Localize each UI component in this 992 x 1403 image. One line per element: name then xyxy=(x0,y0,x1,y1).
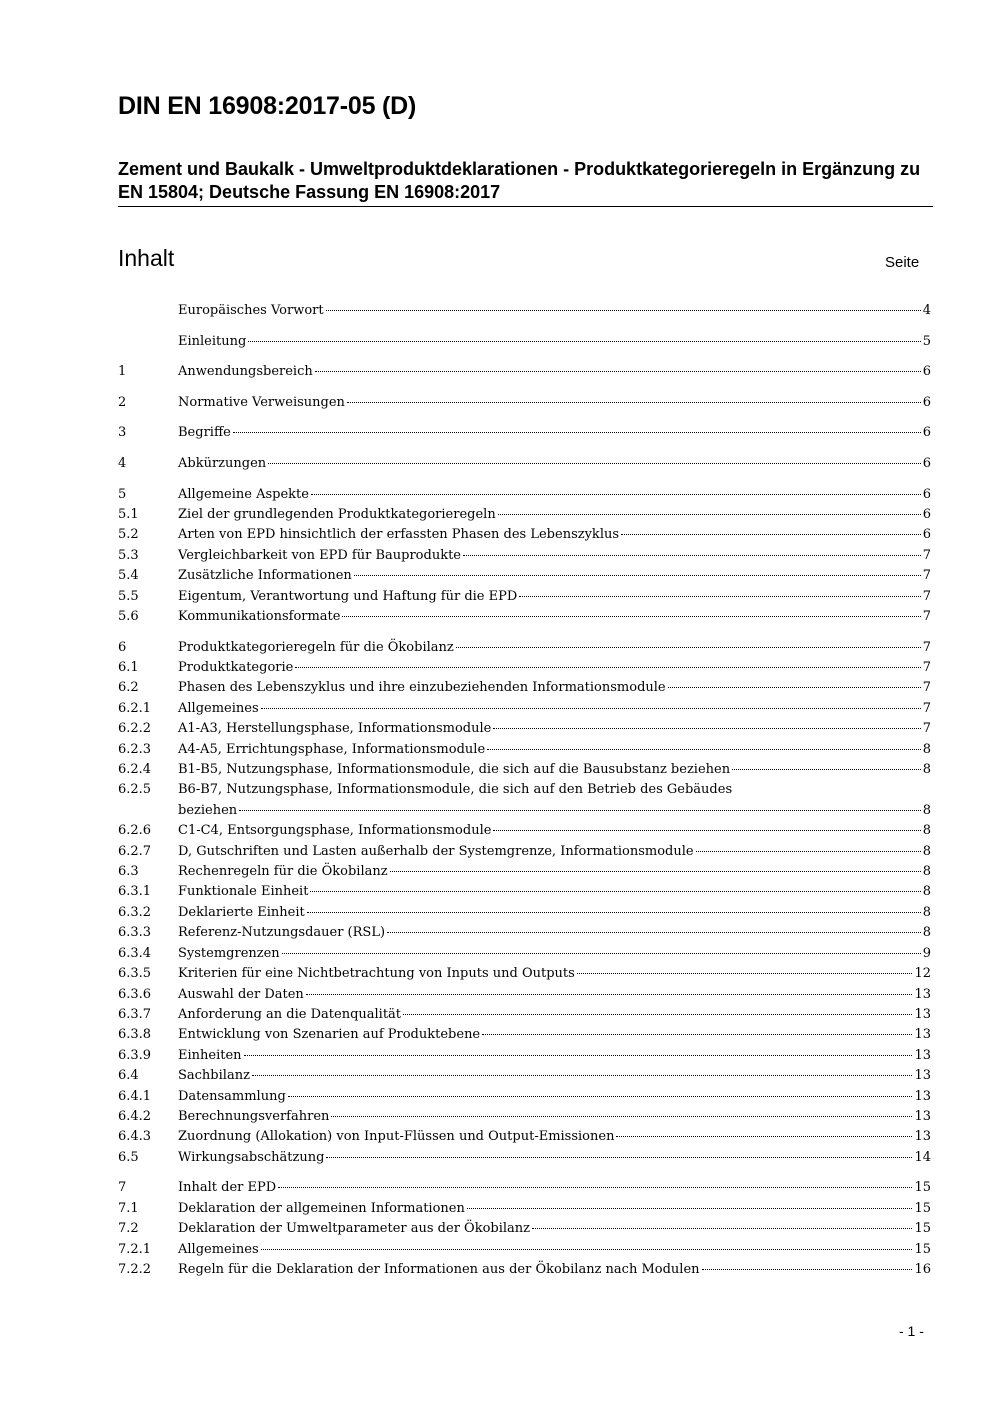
toc-entry-title: Sachbilanz xyxy=(178,1068,250,1084)
toc-entry-number: 1 xyxy=(118,364,127,380)
page-number: - 1 - xyxy=(899,1323,924,1339)
toc-entry-title: Allgemeines xyxy=(178,1241,259,1257)
toc-entry-number: 7 xyxy=(118,1180,127,1196)
toc-dot-leader xyxy=(295,667,920,668)
toc-entry[interactable] xyxy=(118,1087,931,1107)
toc-entry-page: 6 xyxy=(922,506,931,522)
toc-dot-leader xyxy=(493,728,920,729)
toc-entry-number: 5.1 xyxy=(118,506,139,522)
toc-entry[interactable] xyxy=(118,393,931,413)
toc-dot-leader xyxy=(456,647,921,648)
toc-entry-title-continued: beziehen xyxy=(178,802,238,818)
toc-dot-leader xyxy=(331,1116,912,1117)
toc-entry[interactable] xyxy=(118,525,931,545)
toc-entry-page: 13 xyxy=(914,986,931,1002)
toc-dot-leader xyxy=(498,514,921,515)
toc-entry[interactable] xyxy=(118,1148,931,1168)
toc-dot-leader xyxy=(482,1034,912,1035)
toc-dot-leader xyxy=(616,1136,912,1137)
toc-entry-number: 6.3.7 xyxy=(118,1006,152,1022)
toc-entry-title: Funktionale Einheit xyxy=(178,884,309,900)
toc-entry[interactable] xyxy=(118,740,931,760)
toc-entry[interactable] xyxy=(118,1005,931,1025)
toc-entry-number: 6.2.4 xyxy=(118,762,152,778)
toc-entry-page: 13 xyxy=(914,1068,931,1084)
toc-entry-page: 7 xyxy=(922,660,931,675)
toc-dot-leader xyxy=(326,310,921,311)
toc-entry[interactable] xyxy=(118,566,931,586)
toc-dot-leader xyxy=(326,1157,912,1158)
toc-entry[interactable] xyxy=(118,964,931,984)
toc-entry-title: Produktkategorieregeln für die Ökobilanz xyxy=(178,639,454,655)
toc-entry-page: 6 xyxy=(922,486,931,502)
toc-dot-leader xyxy=(487,749,921,750)
toc-entry[interactable] xyxy=(118,985,931,1005)
toc-entry[interactable] xyxy=(118,719,931,739)
toc-entry-page: 13 xyxy=(914,1006,931,1022)
toc-entry[interactable] xyxy=(118,1178,931,1198)
toc-dot-leader xyxy=(288,1096,913,1097)
toc-entry-number: 6.3.4 xyxy=(118,945,152,961)
toc-entry-title: Europäisches Vorwort xyxy=(178,303,324,318)
toc-entry-number: 6.3.9 xyxy=(118,1047,152,1063)
toc-entry[interactable] xyxy=(118,903,931,923)
toc-entry-number: 7.2.2 xyxy=(118,1261,152,1277)
toc-entry-number: 6.5 xyxy=(118,1149,139,1165)
toc-entry-title: Deklaration der Umweltparameter aus der Ökobilanz xyxy=(178,1221,531,1237)
toc-entry[interactable] xyxy=(118,1127,931,1147)
toc-entry-page: 8 xyxy=(922,823,931,839)
toc-entry-title: Vergleichbarkeit von EPD für Bauprodukte xyxy=(178,547,461,563)
toc-dot-leader xyxy=(268,463,921,464)
toc-entry[interactable] xyxy=(118,362,931,382)
toc-entry-number: 5 xyxy=(118,486,127,502)
toc-entry-page: 8 xyxy=(922,925,931,941)
toc-dot-leader xyxy=(310,891,920,892)
toc-entry-title: Kommunikationsformate xyxy=(178,609,341,624)
toc-entry-page: 8 xyxy=(922,884,931,900)
toc-entry-page: 7 xyxy=(922,700,931,716)
toc-entry-title: C1-C4, Entsorgungsphase, Informationsmodule xyxy=(178,823,492,839)
document-subtitle: Zement und Baukalk - Umweltproduktdeklarationen - Produktkategorieregeln in Ergänzung zu EN 15804; Deutsche Fassung EN 16908:2017 xyxy=(118,159,921,202)
toc-entry-title: Referenz-Nutzungsdauer (RSL) xyxy=(178,925,386,941)
toc-entry-number: 6.3.5 xyxy=(118,966,152,982)
toc-entry[interactable] xyxy=(118,944,931,964)
toc-entry[interactable] xyxy=(118,1066,931,1086)
toc-entry-title: B6-B7, Nutzungsphase, Informationsmodule, die sich auf den Betrieb des Gebäudes xyxy=(178,782,733,798)
toc-entry-title: Arten von EPD hinsichtlich der erfassten Phasen des Lebenszyklus xyxy=(178,527,620,543)
toc-entry-number: 5.6 xyxy=(118,609,139,624)
toc-entry-title: Anwendungsbereich xyxy=(178,364,313,380)
toc-entry-title: Allgemeines xyxy=(178,700,259,716)
toc-entry-number: 6.4.2 xyxy=(118,1108,152,1124)
toc-entry[interactable] xyxy=(118,760,931,780)
toc-entry-title: Normative Verweisungen xyxy=(178,394,345,410)
toc-entry-title: Zuordnung (Allokation) von Input-Flüssen und Output-Emissionen xyxy=(178,1129,615,1145)
toc-entry-title: Einleitung xyxy=(178,333,247,349)
toc-entry[interactable] xyxy=(118,1025,931,1045)
toc-entry-page: 8 xyxy=(922,843,931,859)
toc-entry[interactable] xyxy=(118,505,931,525)
toc-entry-title: Phasen des Lebenszyklus und ihre einzubeziehenden Informationsmodule xyxy=(178,680,666,696)
toc-entry-title: Abkürzungen xyxy=(178,455,267,471)
toc-entry[interactable] xyxy=(118,485,931,505)
toc-entry-page: 7 xyxy=(922,721,931,737)
toc-entry-number: 4 xyxy=(118,455,127,471)
toc-entry-page: 8 xyxy=(922,904,931,920)
toc-entry-number: 6.3.6 xyxy=(118,986,152,1002)
toc-entry-number: 5.4 xyxy=(118,568,139,584)
toc-entry-title: Regeln für die Deklaration der Informationen aus der Ökobilanz nach Modulen xyxy=(178,1261,700,1277)
toc-entry-page: 13 xyxy=(914,1108,931,1124)
toc-entry-page: 9 xyxy=(922,945,931,961)
toc-entry-page: 6 xyxy=(922,394,931,410)
toc-entry-title: Anforderung an die Datenqualität xyxy=(178,1006,402,1022)
toc-entry-page: 13 xyxy=(914,1047,931,1063)
toc-dot-leader xyxy=(354,575,921,576)
toc-entry[interactable] xyxy=(118,882,931,902)
toc-entry-number: 5.5 xyxy=(118,588,139,604)
toc-entry-page: 4 xyxy=(922,303,931,318)
toc-entry-page: 15 xyxy=(914,1221,931,1237)
toc-entry-number: 6.4.1 xyxy=(118,1088,152,1104)
toc-entry[interactable] xyxy=(118,699,931,719)
toc-entry-title: D, Gutschriften und Lasten außerhalb der Systemgrenze, Informationsmodule xyxy=(178,843,694,859)
toc-entry-number: 6.3.1 xyxy=(118,884,152,900)
toc-entry-page: 7 xyxy=(922,609,931,624)
toc-entry-number: 6.1 xyxy=(118,660,139,675)
toc-dot-leader xyxy=(252,1075,913,1076)
toc-entry-page: 8 xyxy=(922,802,931,818)
toc-entry[interactable] xyxy=(118,1046,931,1066)
toc-entry-title: A4-A5, Errichtungsphase, Informationsmodule xyxy=(178,741,486,757)
toc-entry-title: Entwicklung von Szenarien auf Produktebene xyxy=(178,1027,481,1043)
toc-dot-leader xyxy=(577,973,913,974)
toc-dot-leader xyxy=(668,687,921,688)
document-title: DIN EN 16908:2017-05 (D) xyxy=(118,92,417,120)
toc-entry-number: 6.2.7 xyxy=(118,843,152,859)
toc-entry-page: 13 xyxy=(914,1088,931,1104)
toc-dot-leader xyxy=(248,341,920,342)
toc-dot-leader xyxy=(696,851,921,852)
toc-entry-page: 6 xyxy=(922,364,931,380)
toc-entry[interactable] xyxy=(118,842,931,862)
toc-dot-leader xyxy=(315,371,921,372)
toc-dot-leader xyxy=(347,402,921,403)
toc-dot-leader xyxy=(306,994,913,995)
toc-dot-leader xyxy=(342,616,920,617)
toc-dot-leader xyxy=(387,932,921,933)
toc-dot-leader xyxy=(261,1249,913,1250)
toc-entry-title: Rechenregeln für die Ökobilanz xyxy=(178,864,388,880)
toc-dot-leader xyxy=(702,1269,913,1270)
toc-entry-page: 8 xyxy=(922,864,931,880)
toc-entry-page: 15 xyxy=(914,1180,931,1196)
toc-heading: Inhalt xyxy=(118,245,175,271)
toc-entry-page: 7 xyxy=(922,568,931,584)
toc-entry-title: Allgemeine Aspekte xyxy=(178,486,309,502)
toc-dot-leader xyxy=(463,555,921,556)
toc-entry-number: 6.2.6 xyxy=(118,823,152,839)
toc-entry-page: 8 xyxy=(922,741,931,757)
toc-entry-title: Auswahl der Daten xyxy=(178,986,304,1002)
toc-entry-page: 7 xyxy=(922,680,931,696)
toc-entry[interactable] xyxy=(118,923,931,943)
toc-entry[interactable] xyxy=(118,423,931,443)
toc-entry-page: 8 xyxy=(922,762,931,778)
toc-dot-leader xyxy=(244,1055,913,1056)
toc-entry-title: Deklaration der allgemeinen Informationen xyxy=(178,1200,465,1216)
toc-entry[interactable] xyxy=(118,862,931,882)
toc-dot-leader xyxy=(261,708,921,709)
toc-dot-leader xyxy=(390,871,921,872)
toc-entry-number: 6.2.5 xyxy=(118,782,152,798)
toc-entry[interactable] xyxy=(118,607,931,627)
toc-entry-title: Ziel der grundlegenden Produktkategorieregeln xyxy=(178,506,496,522)
toc-entry[interactable] xyxy=(118,332,931,352)
toc-entry-number: 3 xyxy=(118,425,127,441)
toc-entry-title: Kriterien für eine Nichtbetrachtung von Inputs und Outputs xyxy=(178,966,575,982)
toc-entry-number: 6.2.1 xyxy=(118,700,152,716)
toc-dot-leader xyxy=(233,432,921,433)
toc-dot-leader xyxy=(239,810,921,811)
toc-entry-number: 5.2 xyxy=(118,527,139,543)
toc-entry-number: 6.2.3 xyxy=(118,741,152,757)
toc-entry-page: 13 xyxy=(914,1129,931,1145)
toc-dot-leader xyxy=(621,534,921,535)
toc-entry-page: 15 xyxy=(914,1200,931,1216)
toc-entry-page: 16 xyxy=(914,1261,931,1277)
toc-entry[interactable] xyxy=(118,658,931,678)
toc-entry[interactable] xyxy=(118,301,931,321)
toc-dot-leader xyxy=(282,953,921,954)
toc-entry-page: 15 xyxy=(914,1241,931,1257)
toc-entry-page: 7 xyxy=(922,547,931,563)
toc-entry-title: Datensammlung xyxy=(178,1088,286,1104)
toc-dot-leader xyxy=(307,912,921,913)
toc-entry[interactable] xyxy=(118,1240,931,1260)
toc-entry[interactable] xyxy=(118,1260,931,1280)
toc-entry-title: B1-B5, Nutzungsphase, Informationsmodule, die sich auf die Bausubstanz beziehen xyxy=(178,762,731,778)
title-divider xyxy=(118,206,933,207)
toc-entry-number: 7.2.1 xyxy=(118,1241,152,1257)
toc-entry-page: 13 xyxy=(914,1027,931,1043)
toc-entry-number: 6 xyxy=(118,639,127,655)
toc-entry-number: 6.3.8 xyxy=(118,1027,152,1043)
toc-entry-page: 6 xyxy=(922,455,931,471)
toc-entry-title: A1-A3, Herstellungsphase, Informationsmodule xyxy=(178,721,492,737)
toc-entry[interactable] xyxy=(118,821,931,841)
toc-entry-page: 7 xyxy=(922,639,931,655)
toc-dot-leader xyxy=(278,1187,912,1188)
toc-dot-leader xyxy=(732,769,921,770)
toc-entry[interactable] xyxy=(118,1219,931,1239)
toc-entry[interactable] xyxy=(118,678,931,698)
toc-entry[interactable] xyxy=(118,638,931,658)
toc-entry-number: 6.2.2 xyxy=(118,721,152,737)
toc-entry[interactable] xyxy=(118,546,931,566)
toc-entry[interactable] xyxy=(118,1107,931,1127)
toc-entry-number: 6.2 xyxy=(118,680,139,696)
table-of-contents xyxy=(118,301,931,1280)
toc-entry-title: Wirkungsabschätzung xyxy=(178,1149,325,1165)
toc-entry-page: 5 xyxy=(922,333,931,349)
toc-entry-title: Zusätzliche Informationen xyxy=(178,568,352,584)
toc-dot-leader xyxy=(493,830,920,831)
toc-entry[interactable] xyxy=(118,1199,931,1219)
toc-dot-leader xyxy=(403,1014,912,1015)
toc-entry-title: Begriffe xyxy=(178,425,231,441)
toc-dot-leader xyxy=(467,1208,913,1209)
toc-dot-leader xyxy=(311,494,921,495)
toc-entry-number: 6.4 xyxy=(118,1068,139,1084)
toc-entry-title: Systemgrenzen xyxy=(178,945,280,961)
toc-entry-number: 6.3.2 xyxy=(118,904,152,920)
toc-entry-page: 7 xyxy=(922,588,931,604)
toc-entry[interactable] xyxy=(118,454,931,474)
toc-entry-title: Berechnungsverfahren xyxy=(178,1108,330,1124)
toc-entry-number: 6.3.3 xyxy=(118,925,152,941)
toc-entry-number: 7.1 xyxy=(118,1200,139,1216)
toc-entry-title: Produktkategorie xyxy=(178,660,294,675)
toc-dot-leader xyxy=(519,596,920,597)
toc-entry-page: 14 xyxy=(914,1149,931,1165)
toc-entry-title: Einheiten xyxy=(178,1047,242,1063)
toc-entry-title: Deklarierte Einheit xyxy=(178,904,305,920)
page-column-label: Seite xyxy=(885,254,920,271)
toc-entry-page: 6 xyxy=(922,527,931,543)
toc-dot-leader xyxy=(532,1228,912,1229)
toc-entry-page: 6 xyxy=(922,425,931,441)
toc-entry-number: 5.3 xyxy=(118,547,139,563)
toc-entry-title: Eigentum, Verantwortung und Haftung für die EPD xyxy=(178,588,518,604)
toc-entry[interactable] xyxy=(118,587,931,607)
toc-entry-number: 2 xyxy=(118,394,127,410)
toc-entry[interactable] xyxy=(118,780,931,821)
toc-entry-number: 7.2 xyxy=(118,1221,139,1237)
toc-entry-page: 12 xyxy=(914,966,931,982)
toc-entry-title: Inhalt der EPD xyxy=(178,1180,277,1196)
toc-entry-number: 6.3 xyxy=(118,864,139,880)
toc-entry-number: 6.4.3 xyxy=(118,1129,152,1145)
